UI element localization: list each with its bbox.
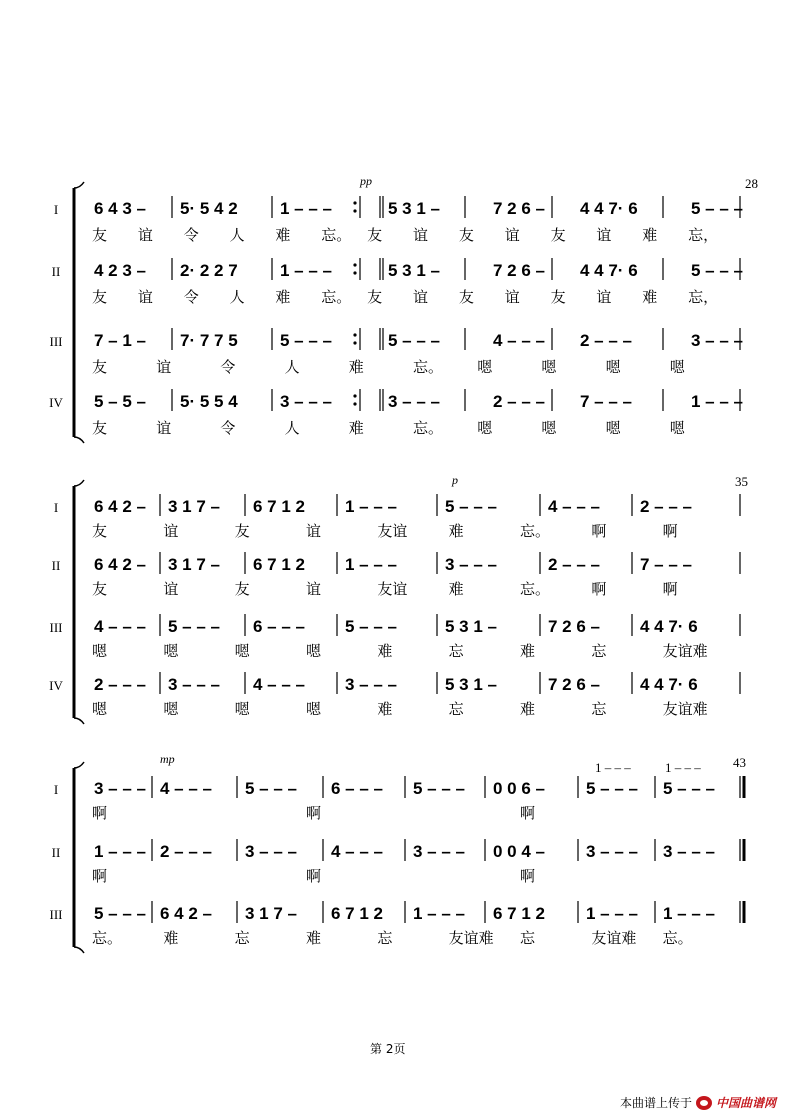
measure-notes: 6 4 2 – — [94, 497, 146, 516]
measure-notes: 3 – – – — [413, 842, 465, 861]
repeat-dot — [353, 402, 356, 405]
lyric-syllable: 忘 — [448, 642, 464, 660]
lyric-syllable: 嗯 — [669, 358, 685, 376]
measure-notes: 5 – – – — [445, 497, 497, 516]
lyric-syllable: 难 — [377, 700, 393, 718]
lyric-syllable: 难 — [642, 288, 658, 306]
lyric-syllable: 谊 — [156, 419, 172, 437]
measure-notes: 4 2 3 – — [94, 261, 146, 280]
measure-notes: 4 – – – — [548, 497, 600, 516]
lyric-syllable: 嗯 — [605, 358, 621, 376]
lyric-syllable: 难 — [448, 522, 464, 540]
measure-notes: 5 – – – — [388, 331, 440, 350]
measure-notes: 5 – – – — [280, 331, 332, 350]
measure-notes: 5 – – – — [663, 779, 715, 798]
lyric-syllable: 谊 — [306, 580, 322, 598]
lyric-syllable: 友 — [367, 288, 383, 306]
lyric-syllable: 友谊 — [377, 580, 408, 598]
measure-notes: 4 – – – — [331, 842, 383, 861]
measure-notes: 1 – – – — [413, 904, 465, 923]
lyric-syllable: 嗯 — [92, 700, 108, 718]
lyric-syllable: 人 — [284, 358, 300, 376]
measure-notes: 5 3 1 – — [388, 261, 440, 280]
lyric-syllable: 嗯 — [477, 419, 493, 437]
lyric-syllable: 友 — [550, 226, 566, 244]
dynamic-marking: pp — [360, 174, 372, 188]
lyric-syllable: 友 — [92, 226, 108, 244]
lyric-syllable: 谊 — [504, 226, 520, 244]
part-label: III — [49, 907, 63, 922]
lyric-syllable: 嗯 — [605, 419, 621, 437]
measure-notes: 2 – – – — [640, 497, 692, 516]
lyric-syllable: 嗯 — [92, 642, 108, 660]
lyric-syllable: 友谊难 — [448, 929, 494, 947]
bracket-bottom-hook — [74, 437, 84, 443]
measure-notes: 5 3 1 – — [445, 617, 497, 636]
lyric-syllable: 忘。 — [413, 419, 444, 437]
lyric-syllable: 忘 — [448, 700, 464, 718]
measure-notes: 7 2 6 – — [548, 617, 600, 636]
lyric-syllable: 友谊难 — [591, 929, 637, 947]
measure-number: 35 — [735, 474, 748, 489]
measure-notes: 3 – – – — [691, 331, 743, 350]
measure-notes: 7· 7 7 5 — [180, 331, 238, 350]
measure-notes: 1 – – – — [691, 392, 743, 411]
measure-notes: 5 – – – — [413, 779, 465, 798]
part-label: I — [53, 202, 59, 217]
measure-notes: 5 – – – — [345, 617, 397, 636]
lyric-syllable: 忘。 — [321, 288, 352, 306]
part-label: II — [51, 558, 61, 573]
lyric-syllable: 嗯 — [477, 358, 493, 376]
measure-notes: 6 4 3 – — [94, 199, 146, 218]
lyric-syllable: 友 — [92, 580, 108, 598]
measure-notes: 7 – – – — [640, 555, 692, 574]
lyric-syllable: 谊 — [596, 226, 612, 244]
lyric-syllable: 友 — [92, 522, 108, 540]
dynamic-marking: p — [452, 473, 458, 487]
lyric-syllable: 嗯 — [306, 642, 322, 660]
site-logo-text: 中国曲谱网 — [715, 1096, 776, 1110]
lyric-syllable: 谊 — [137, 288, 153, 306]
lyric-syllable: 嗯 — [163, 642, 179, 660]
page-number: 第 2页 — [370, 1042, 406, 1056]
lyric-syllable: 谊 — [137, 226, 153, 244]
ossia-notes: 1 – – – — [595, 760, 631, 775]
lyric-syllable: 啊 — [306, 804, 322, 822]
lyric-syllable: 难 — [306, 929, 322, 947]
lyric-syllable: 令 — [220, 419, 236, 437]
bracket-top-hook — [74, 480, 84, 486]
measure-notes: 1 – – – — [586, 904, 638, 923]
lyric-syllable: 嗯 — [541, 358, 557, 376]
measure-notes: 7 2 6 – — [548, 675, 600, 694]
lyric-syllable: 忘， — [688, 226, 719, 244]
lyric-syllable: 忘。 — [321, 226, 352, 244]
lyric-syllable: 友 — [367, 226, 383, 244]
lyric-syllable: 忘 — [234, 929, 250, 947]
lyric-syllable: 难 — [520, 642, 536, 660]
measure-notes: 1 – – – — [280, 199, 332, 218]
lyric-syllable: 友 — [550, 288, 566, 306]
measure-notes: 7 2 6 – — [493, 199, 545, 218]
lyric-syllable: 忘。 — [520, 522, 551, 540]
lyric-syllable: 啊 — [306, 867, 322, 885]
measure-notes: 6 4 2 – — [94, 555, 146, 574]
lyric-syllable: 令 — [220, 358, 236, 376]
lyric-syllable: 啊 — [92, 867, 108, 885]
measure-notes: 2 – – – — [94, 675, 146, 694]
bracket-top-hook — [74, 182, 84, 188]
measure-notes: 3 – – – — [280, 392, 332, 411]
lyric-syllable: 忘 — [591, 642, 607, 660]
part-label: III — [49, 334, 63, 349]
measure-notes: 3 1 7 – — [245, 904, 297, 923]
measure-notes: 3 1 7 – — [168, 497, 220, 516]
lyric-syllable: 嗯 — [163, 700, 179, 718]
lyric-syllable: 啊 — [662, 580, 678, 598]
repeat-dot — [353, 341, 356, 344]
lyric-syllable: 人 — [229, 288, 245, 306]
measure-notes: 1 – – – — [345, 497, 397, 516]
measure-notes: 4 – – – — [94, 617, 146, 636]
measure-notes: 2 – – – — [493, 392, 545, 411]
measure-notes: 6 7 1 2 — [493, 904, 545, 923]
lyric-syllable: 友谊难 — [662, 642, 708, 660]
measure-notes: 5 – – – — [245, 779, 297, 798]
measure-notes: 6 – – – — [331, 779, 383, 798]
measure-notes: 3 – – – — [388, 392, 440, 411]
lyric-syllable: 谊 — [156, 358, 172, 376]
lyric-syllable: 忘。 — [92, 929, 123, 947]
lyric-syllable: 令 — [183, 226, 199, 244]
lyric-syllable: 友 — [458, 226, 474, 244]
lyric-syllable: 忘。 — [662, 929, 693, 947]
lyric-syllable: 嗯 — [541, 419, 557, 437]
lyric-syllable: 难 — [642, 226, 658, 244]
measure-notes: 4 – – – — [493, 331, 545, 350]
lyric-syllable: 友 — [458, 288, 474, 306]
lyric-syllable: 友谊 — [377, 522, 408, 540]
lyric-syllable: 啊 — [520, 867, 536, 885]
measure-notes: 1 – – – — [663, 904, 715, 923]
lyric-syllable: 友 — [92, 288, 108, 306]
lyric-syllable: 友 — [92, 358, 108, 376]
lyric-syllable: 啊 — [591, 580, 607, 598]
measure-notes: 5 3 1 – — [445, 675, 497, 694]
lyric-syllable: 友谊难 — [662, 700, 708, 718]
lyric-syllable: 难 — [275, 288, 291, 306]
lyric-syllable: 人 — [229, 226, 245, 244]
measure-notes: 5 – – – — [94, 904, 146, 923]
lyric-syllable: 嗯 — [669, 419, 685, 437]
lyric-syllable: 谊 — [413, 226, 429, 244]
measure-notes: 5 – – – — [168, 617, 220, 636]
measure-notes: 3 – – – — [663, 842, 715, 861]
lyric-syllable: 难 — [377, 642, 393, 660]
repeat-dot — [353, 209, 356, 212]
lyric-syllable: 谊 — [306, 522, 322, 540]
measure-notes: 5 3 1 – — [388, 199, 440, 218]
bracket-top-hook — [74, 762, 84, 768]
measure-notes: 7 – 1 – — [94, 331, 146, 350]
measure-notes: 3 – – – — [168, 675, 220, 694]
lyric-syllable: 难 — [163, 929, 179, 947]
measure-notes: 5 – 5 – — [94, 392, 146, 411]
lyric-syllable: 忘 — [520, 929, 536, 947]
lyric-syllable: 难 — [520, 700, 536, 718]
lyric-syllable: 啊 — [591, 522, 607, 540]
lyric-syllable: 谊 — [413, 288, 429, 306]
lyric-syllable: 谊 — [163, 580, 179, 598]
lyric-syllable: 友 — [234, 522, 250, 540]
measure-notes: 5 – – – — [691, 261, 743, 280]
repeat-dot — [353, 394, 356, 397]
measure-notes: 5 – – – — [691, 199, 743, 218]
measure-notes: 1 – – – — [280, 261, 332, 280]
part-label: I — [53, 500, 59, 515]
measure-number: 43 — [733, 755, 746, 770]
measure-notes: 6 7 1 2 — [331, 904, 383, 923]
lyric-syllable: 啊 — [92, 804, 108, 822]
lyric-syllable: 忘。 — [413, 358, 444, 376]
measure-notes: 4 4 7· 6 — [640, 675, 698, 694]
part-label: I — [53, 782, 59, 797]
measure-notes: 2 – – – — [160, 842, 212, 861]
measure-notes: 1 – – – — [94, 842, 146, 861]
measure-notes: 1 – – – — [345, 555, 397, 574]
lyric-syllable: 忘。 — [520, 580, 551, 598]
lyric-syllable: 难 — [348, 358, 364, 376]
measure-notes: 0 0 6 – — [493, 779, 545, 798]
lyric-syllable: 嗯 — [234, 700, 250, 718]
lyric-syllable: 难 — [448, 580, 464, 598]
lyric-syllable: 人 — [284, 419, 300, 437]
lyric-syllable: 谊 — [596, 288, 612, 306]
part-label: IV — [49, 678, 63, 693]
measure-notes: 3 – – – — [445, 555, 497, 574]
lyric-syllable: 难 — [275, 226, 291, 244]
lyric-syllable: 友 — [92, 419, 108, 437]
measure-notes: 5· 5 4 2 — [180, 199, 238, 218]
measure-number: 28 — [745, 176, 758, 191]
lyric-syllable: 忘， — [688, 288, 719, 306]
lyric-syllable: 友 — [234, 580, 250, 598]
measure-notes: 2· 2 2 7 — [180, 261, 238, 280]
measure-notes: 3 – – – — [245, 842, 297, 861]
lyric-syllable: 嗯 — [306, 700, 322, 718]
measure-notes: 6 7 1 2 — [253, 555, 305, 574]
repeat-dot — [353, 271, 356, 274]
measure-notes: 4 – – – — [253, 675, 305, 694]
lyric-syllable: 啊 — [520, 804, 536, 822]
lyric-syllable: 忘 — [377, 929, 393, 947]
lyric-syllable: 谊 — [504, 288, 520, 306]
measure-notes: 2 – – – — [580, 331, 632, 350]
measure-notes: 4 4 7· 6 — [580, 199, 638, 218]
repeat-dot — [353, 201, 356, 204]
measure-notes: 3 – – – — [586, 842, 638, 861]
part-label: II — [51, 264, 61, 279]
measure-notes: 4 4 7· 6 — [580, 261, 638, 280]
measure-notes: 6 4 2 – — [160, 904, 212, 923]
measure-notes: 4 4 7· 6 — [640, 617, 698, 636]
ossia-notes: 1 – – – — [665, 760, 701, 775]
upload-credit — [620, 1094, 776, 1111]
measure-notes: 7 2 6 – — [493, 261, 545, 280]
lyric-syllable: 令 — [183, 288, 199, 306]
bracket-bottom-hook — [74, 947, 84, 953]
measure-notes: 3 – – – — [94, 779, 146, 798]
lyric-syllable: 忘 — [591, 700, 607, 718]
measure-notes: 7 – – – — [580, 392, 632, 411]
repeat-dot — [353, 263, 356, 266]
part-label: III — [49, 620, 63, 635]
lyric-syllable: 谊 — [163, 522, 179, 540]
part-label: IV — [49, 395, 63, 410]
lyric-syllable: 啊 — [662, 522, 678, 540]
measure-notes: 3 – – – — [345, 675, 397, 694]
measure-notes: 2 – – – — [548, 555, 600, 574]
site-logo-icon — [696, 1096, 712, 1110]
measure-notes: 6 – – – — [253, 617, 305, 636]
measure-notes: 3 1 7 – — [168, 555, 220, 574]
dynamic-marking: mp — [160, 752, 175, 766]
measure-notes: 0 0 4 – — [493, 842, 545, 861]
part-label: II — [51, 845, 61, 860]
measure-notes: 5· 5 5 4 — [180, 392, 238, 411]
bracket-bottom-hook — [74, 718, 84, 724]
measure-notes: 6 7 1 2 — [253, 497, 305, 516]
repeat-dot — [353, 333, 356, 336]
measure-notes: 5 – – – — [586, 779, 638, 798]
lyric-syllable: 难 — [348, 419, 364, 437]
credit-text: 本曲谱上传于 — [619, 1096, 692, 1110]
lyric-syllable: 嗯 — [234, 642, 250, 660]
measure-notes: 4 – – – — [160, 779, 212, 798]
